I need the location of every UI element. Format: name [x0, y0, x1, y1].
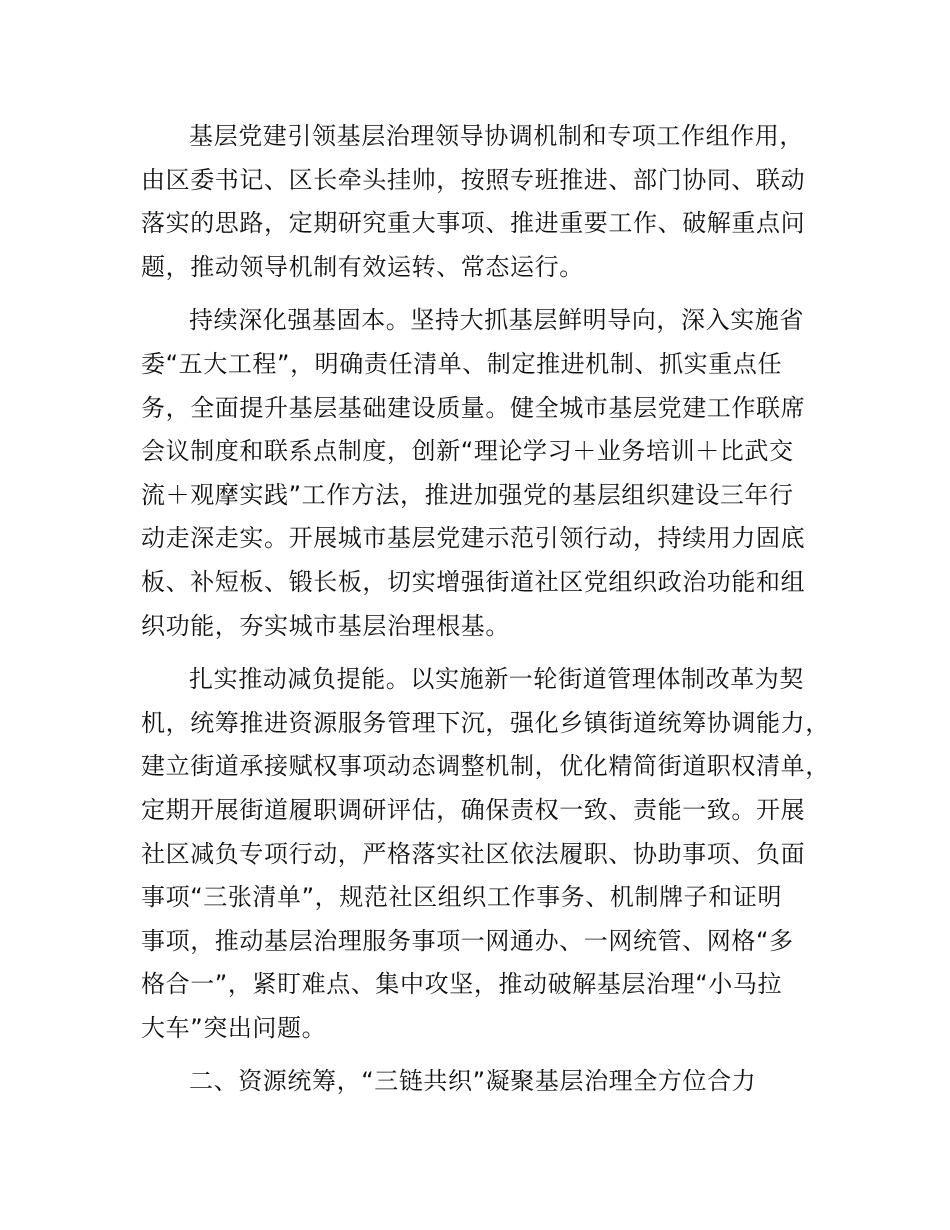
- text-line: 题，推动领导机制有效运转、常态运行。: [141, 252, 584, 281]
- text-line: 机，统筹推进资源服务管理下沉，强化乡镇街道统筹协调能力，: [141, 708, 830, 737]
- paragraph-3: [141, 658, 837, 1050]
- text-line: 格合一”，紧盯难点、集中攻坚，推动破解基层治理“小马拉: [141, 970, 783, 999]
- text-line: 事项，推动基层治理服务事项一网通办、一网统管、网格“多: [141, 926, 794, 955]
- text-line: 落实的思路，定期研究重大事项、推进重要工作、破解重点问: [141, 209, 806, 238]
- section-heading: [141, 1060, 837, 1104]
- text-line: 织功能，夯实城市基层治理根基。: [141, 611, 510, 640]
- text-line: 由区委书记、区长牵头挂帅，按照专班推进、部门协同、联动: [141, 165, 806, 194]
- text-line: 务，全面提升基层基础建设质量。健全城市基层党建工作联席: [141, 393, 806, 422]
- text-line: 流＋观摩实践”工作方法，推进加强党的基层组织建设三年行: [141, 480, 794, 509]
- text-line: 建立街道承接赋权事项动态调整机制，优化精简街道职权清单，: [141, 752, 830, 781]
- text-line: 板、补短板、锻长板，切实增强街道社区党组织政治功能和组: [141, 567, 806, 596]
- text-line: 社区减负专项行动，严格落实社区依法履职、协助事项、负面: [141, 839, 806, 868]
- text-line: 动走深走实。开展城市基层党建示范引领行动，持续用力固底: [141, 524, 806, 553]
- text-line: 事项“三张清单”，规范社区组织工作事务、机制牌子和证明: [141, 883, 783, 912]
- heading-line: 二、资源统筹，“三链共织”凝聚基层治理全方位合力: [189, 1067, 757, 1096]
- text-line: 会议制度和联系点制度，创新“理论学习＋业务培训＋比武交: [141, 437, 794, 466]
- text-line: 基层党建引领基层治理领导协调机制和专项工作组作用，: [189, 122, 804, 150]
- paragraph-1: [141, 115, 837, 289]
- text-line: 扎实推动减负提能。以实施新一轮街道管理体制改革为契: [189, 665, 804, 694]
- text-line: 委“五大工程”，明确责任清单、制定推进机制、抓实重点任: [141, 349, 783, 378]
- paragraph-2: [141, 299, 837, 648]
- document-body: [141, 115, 837, 1114]
- text-line: 大车”突出问题。: [141, 1013, 327, 1042]
- text-line: 定期开展街道履职调研评估，确保责权一致、责能一致。开展: [141, 795, 806, 824]
- text-line: 持续深化强基固本。坚持大抓基层鲜明导向，深入实施省: [189, 306, 804, 335]
